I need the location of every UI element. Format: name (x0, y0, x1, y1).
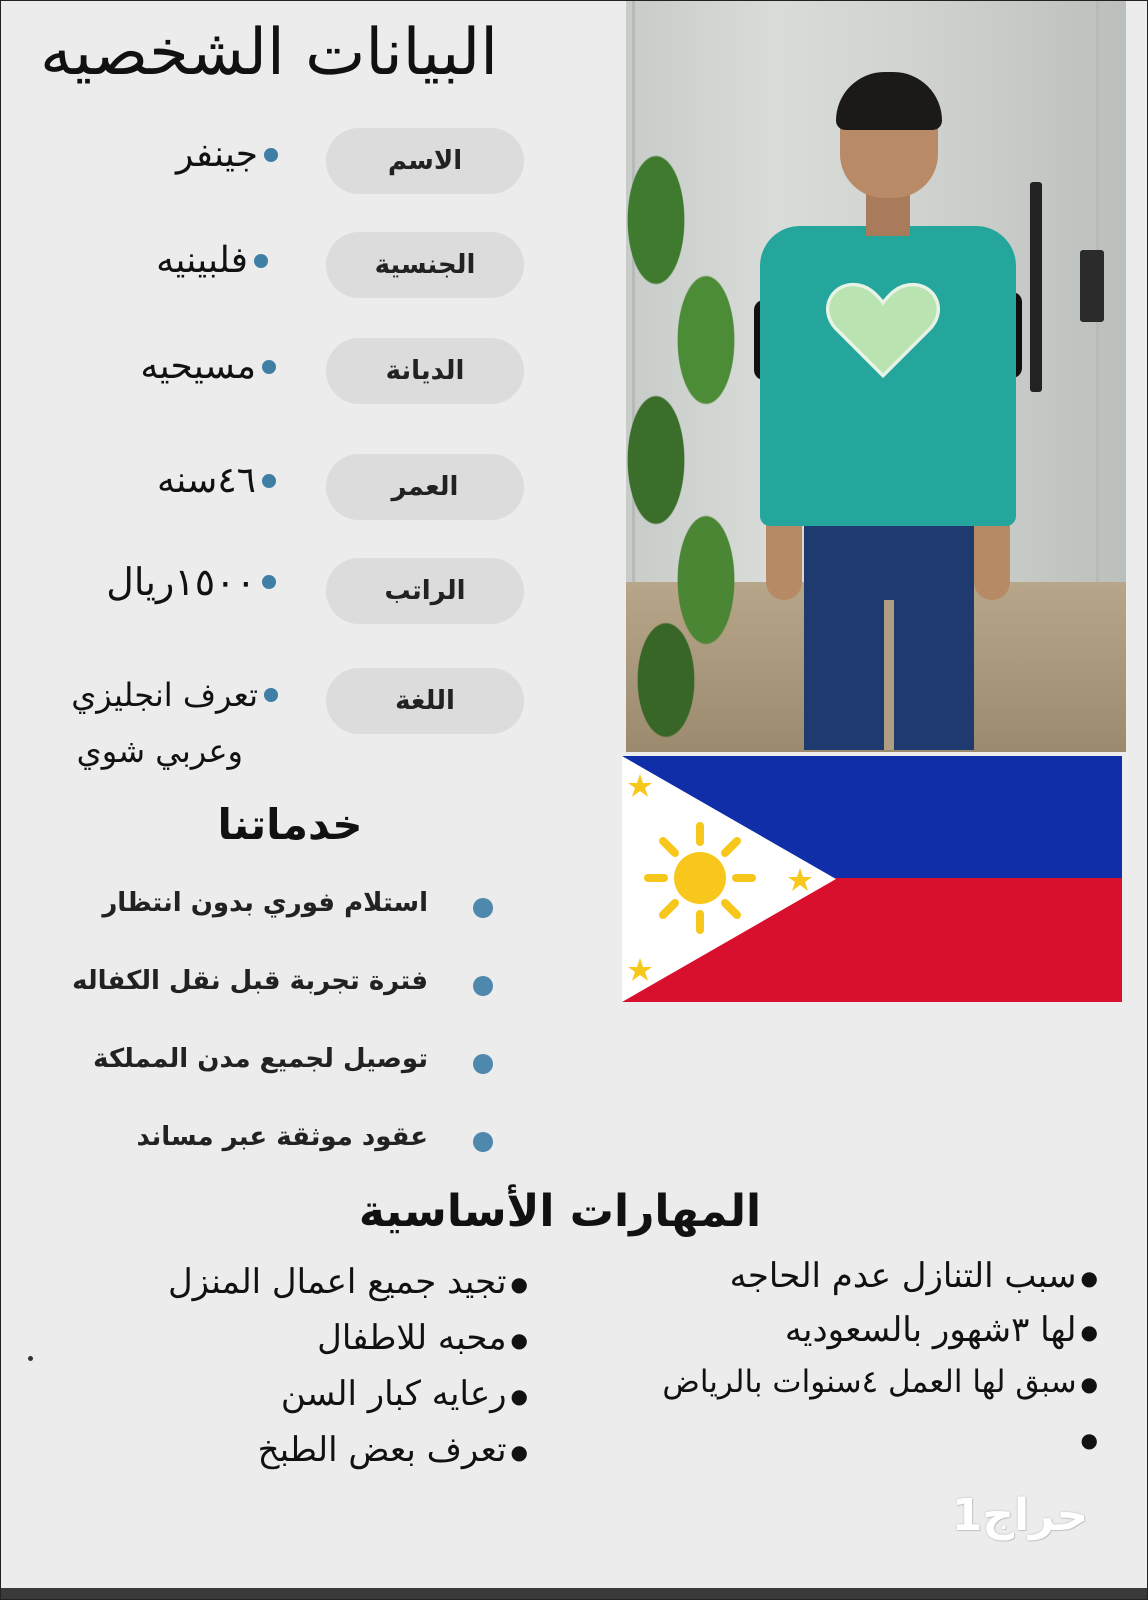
bullet-icon: ● (1080, 1266, 1098, 1290)
bullet-dot-icon (264, 148, 278, 162)
bottom-border (0, 1588, 1148, 1600)
skill-text: تجيد جميع اعمال المنزل (167, 1262, 507, 1302)
skill-item (662, 1364, 1098, 1400)
skill-text: رعايه كبار السن (280, 1374, 507, 1414)
label-age: العمر (326, 454, 524, 520)
door-handle (1030, 182, 1042, 392)
skill-text: لها ٣شهور بالسعوديه (784, 1310, 1077, 1350)
label-religion: الديانة (326, 338, 524, 404)
skill-text: سبق لها العمل ٤سنوات بالرياض (662, 1364, 1077, 1400)
page-title: البيانات الشخصيه (39, 16, 499, 90)
door-lock (1080, 250, 1104, 322)
service-item: عقود موثقة عبر مساند (136, 1122, 428, 1152)
value-age-text: ٤٦سنه (157, 460, 256, 501)
bullet-dot-icon (473, 898, 493, 918)
value-religion (140, 346, 276, 387)
bullet-dot-icon (473, 1132, 493, 1152)
bullet-icon: ● (510, 1272, 528, 1296)
value-age (157, 460, 276, 501)
heart-print-icon (824, 280, 942, 378)
worker-photo (626, 0, 1126, 752)
skill-item (785, 1310, 1098, 1350)
services-title: خدماتنا (217, 800, 363, 849)
skills-title: المهارات الأساسية (358, 1186, 762, 1237)
hair (836, 72, 942, 130)
bullet-dot-icon (262, 474, 276, 488)
philippines-flag-icon (622, 756, 1122, 1002)
value-religion-text: مسيحيه (140, 346, 256, 387)
bullet-icon: ● (510, 1440, 528, 1464)
flag-triangle (622, 756, 1122, 1002)
value-name-text: جينفر (175, 134, 258, 175)
bullet-dot-icon (262, 575, 276, 589)
stray-dot (28, 1356, 33, 1361)
bullet-dot-icon (254, 254, 268, 268)
value-nationality (156, 240, 268, 281)
value-name (176, 134, 278, 175)
bullet-dot-icon (264, 688, 278, 702)
value-language (71, 676, 278, 714)
skill-item (168, 1262, 528, 1302)
skill-text: سبب التنازل عدم الحاجه (729, 1256, 1077, 1296)
skill-text: محبه للاطفال (317, 1318, 507, 1358)
value-salary-text: ١٥٠٠ريال (106, 560, 256, 604)
service-item: توصيل لجميع مدن المملكة (93, 1044, 428, 1074)
jeans-gap (884, 600, 894, 750)
skill-item (281, 1374, 528, 1414)
value-language-line2: وعربي شوي (76, 732, 243, 770)
label-salary: الراتب (326, 558, 524, 624)
skill-item (258, 1430, 528, 1470)
bullet-dot-icon (473, 1054, 493, 1074)
bullet-icon: ● (510, 1328, 528, 1352)
bullet-dot-icon (473, 976, 493, 996)
skill-text: تعرف بعض الطبخ (257, 1430, 507, 1470)
skill-item (1077, 1418, 1098, 1458)
label-language: اللغة (326, 668, 524, 734)
label-name: الاسم (326, 128, 524, 194)
bullet-icon: ● (1080, 1320, 1098, 1344)
service-item: فترة تجربة قبل نقل الكفاله (72, 966, 428, 996)
value-language-text: تعرف انجليزي (71, 676, 258, 714)
bullet-dot-icon (262, 360, 276, 374)
watermark-logo: حراج1 (951, 1490, 1089, 1541)
value-nationality-text: فلبينيه (156, 240, 248, 281)
bullet-icon: ● (1080, 1371, 1098, 1396)
bullet-icon: ● (510, 1384, 528, 1408)
service-item: استلام فوري بدون انتظار (102, 888, 428, 918)
bullet-icon: ● (1080, 1428, 1098, 1452)
value-salary (106, 560, 276, 604)
skill-item (730, 1256, 1098, 1296)
label-nationality: الجنسية (326, 232, 524, 298)
plant (626, 140, 746, 752)
skill-item (317, 1318, 528, 1358)
